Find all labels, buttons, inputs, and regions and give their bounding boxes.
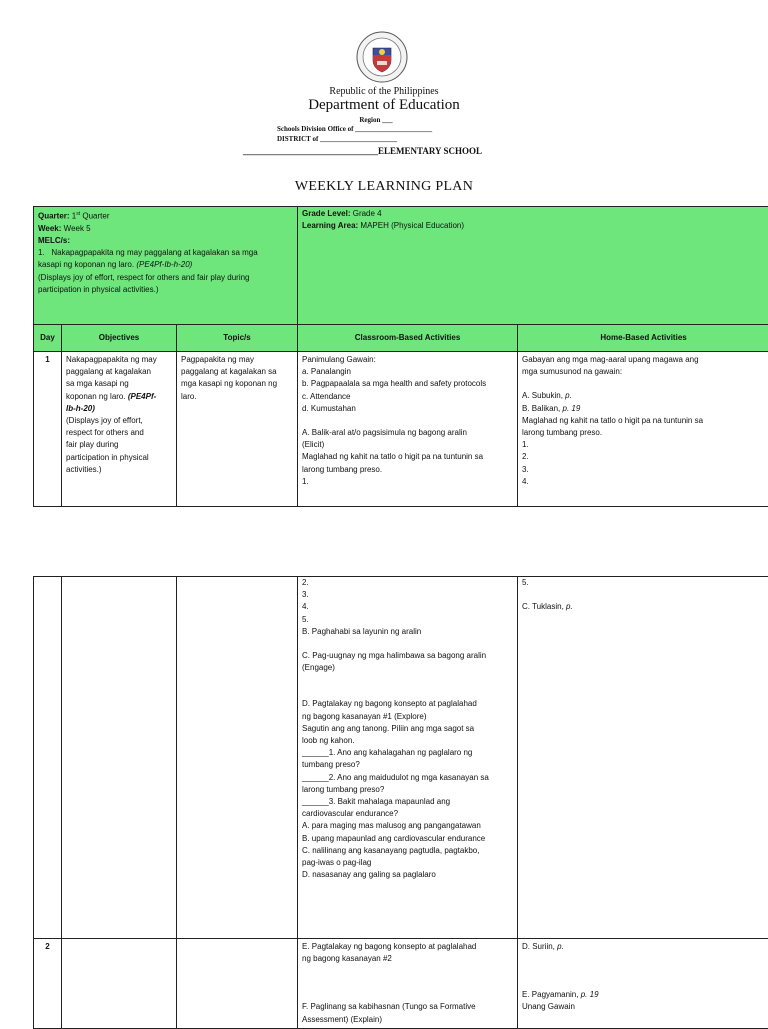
objectives-cell — [62, 577, 177, 939]
school-line: ______________________________ELEMENTARY SCHOOL — [243, 146, 482, 156]
division-line: Schools Division Office of ______________________ — [277, 125, 432, 133]
classroom-cell: E. Pagtalakay ng bagong konsepto at paglalahad ng bagong kasanayan #2 F. Paglinang sa kabihasnan (Tungo sa Formative Assessment) (Explain) — [298, 939, 518, 1029]
region-line: Region ___ — [0, 116, 760, 124]
table-row — [34, 939, 768, 1029]
day-cell — [34, 577, 62, 939]
topic-cell: Pagpapakita ng may paggalang at kagalakan sa mga kasapi ng koponan ng laro. — [177, 352, 298, 507]
home-cell: D. Suriin, p. E. Pagyamanin, p. 19 Unang Gawain — [518, 939, 768, 1029]
learning-plan-table-2 — [33, 576, 768, 1029]
table-row — [34, 577, 768, 939]
day-cell: 1 — [34, 352, 62, 507]
deped-seal-icon — [356, 31, 408, 83]
objectives-cell — [62, 939, 177, 1029]
info-right: Grade Level: Grade 4 Learning Area: MAPEH (Physical Education) — [298, 207, 768, 325]
page-title: WEEKLY LEARNING PLAN — [0, 179, 768, 195]
department-name: Department of Education — [0, 97, 768, 114]
day-cell: 2 — [34, 939, 62, 1029]
home-cell: 5. C. Tuklasin, p. — [518, 577, 768, 939]
topic-cell — [177, 939, 298, 1029]
info-left: Quarter: 1st Quarter Week: Week 5 MELC/s: 1. Nakapagpapakita ng may paggalang at kagalakan sa mga kasapi ng koponan ng laro. (PE4Pf-Ib-h-20) (Displays joy of effort, respect for others and fair play during participation in physical activities.) — [34, 207, 298, 325]
col-day: Day — [34, 325, 62, 352]
col-home: Home-Based Activities — [518, 325, 768, 352]
republic-line: Republic of the Philippines — [0, 86, 768, 97]
column-header-row — [34, 325, 768, 352]
table-row — [34, 352, 768, 507]
district-line: DISTRICT of ______________________ — [277, 135, 397, 143]
learning-plan-table-1 — [33, 206, 768, 507]
topic-cell — [177, 577, 298, 939]
info-row — [34, 207, 768, 325]
classroom-cell: 2. 3. 4. 5. B. Paghahabi sa layunin ng aralin C. Pag-uugnay ng mga halimbawa sa bagong aralin (Engage) D. Pagtalakay ng bagong konsepto at paglalahad ng bagong kasanayan #1 (Explore) Sagutin ang ang tanong. Piliin ang mga sagot sa loob ng kahon. ______1. Ano ang kahalagahan ng paglalaro ng tumbang preso? ______2. Ano ang maidudulot ng mga kasanayan sa larong tumbang preso? ______3. Bakit mahalaga mapaunlad ang cardiovascular endurance? A. para maging mas malusog ang pangangatawan B. upang mapaunlad ang cardiovascular endurance C. nalilinang ang kasanayang pagtudla, pagtakbo, pag-iwas o pag-ilag D. nasasanay ang galing sa paglalaro — [298, 577, 518, 939]
col-classroom: Classroom-Based Activities — [298, 325, 518, 352]
classroom-cell: Panimulang Gawain: a. Panalangin b. Pagpapaalala sa mga health and safety protocols c. Attendance d. Kumustahan A. Balik-aral at/o pagsisimula ng bagong aralin (Elicit) Maglahad ng kahit na tatlo o higit pa na tuntunin sa larong tumbang preso. 1. — [298, 352, 518, 507]
col-objectives: Objectives — [62, 325, 177, 352]
objectives-cell: Nakapagpapakita ng may paggalang at kagalakan sa mga kasapi ng koponan ng laro. (PE4Pf- Ib-h-20) (Displays joy of effort, respect for others and fair play during participation in physical activities.) — [62, 352, 177, 507]
home-cell: Gabayan ang mga mag-aaral upang magawa ang mga sumusunod na gawain: A. Subukin, p. B. Balikan, p. 19 Maglahad ng kahit na tatlo o higit pa na tuntunin sa larong tumbang preso. 1. 2. 3. 4. — [518, 352, 768, 507]
col-topics: Topic/s — [177, 325, 298, 352]
